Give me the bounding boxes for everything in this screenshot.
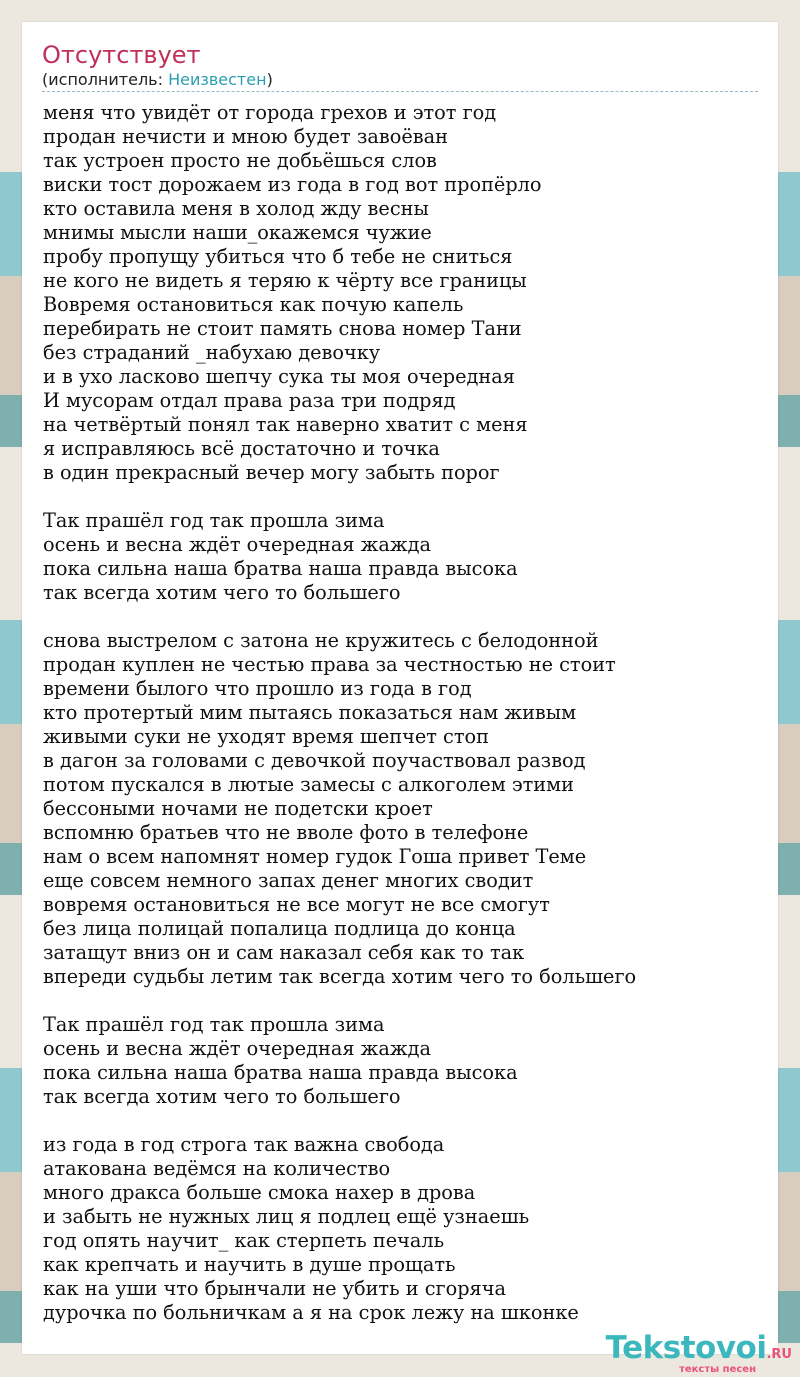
lyric-line: Так прашёл год так прошла зима [43,1013,385,1036]
lyric-line: кто оставила меня в холод жду весны [43,197,429,220]
site-logo[interactable] [582,1331,792,1377]
lyric-line: как крепчать и научить в душе прощать [43,1253,456,1276]
lyric-line: Так прашёл год так прошла зима [43,509,385,532]
song-title: Отсутствует [42,41,201,69]
lyric-line [43,989,763,1013]
lyric-line: бессоными ночами не подетски кроет [43,797,433,820]
lyric-line: потом пускался в лютые замесы с алкоголем этими [43,773,574,796]
lyric-line: впереди судьбы летим так всегда хотим чего то большего [43,965,637,988]
lyric-line: не кого не видеть я теряю к чёрту все границы [43,269,527,292]
lyric-line: перебирать не стоит память снова номер Тани [43,317,522,340]
lyric-line: времени былого что прошло из года в год [43,677,472,700]
lyric-line: нам о всем напомнят номер гудок Гоша привет Теме [43,845,587,868]
logo-tld: .RU [766,1347,792,1362]
lyrics-text [43,101,763,1325]
lyric-line: Вовремя остановиться как почую капель [43,293,464,316]
artist-prefix: (исполнитель: [42,70,169,89]
lyric-line: И мусорам отдал права раза три подряд [43,389,456,412]
lyric-line: в один прекрасный вечер могу забыть порог [43,461,500,484]
lyric-line: так всегда хотим чего то большего [43,1085,401,1108]
lyric-line: кто протертый мим пытаясь показаться нам живым [43,701,577,724]
lyric-line: дурочка по больничкам а я на срок лежу на шконке [43,1301,579,1324]
lyric-line: так всегда хотим чего то большего [43,581,401,604]
lyric-line: так устроен просто не добьёшься слов [43,149,437,172]
lyric-line: мнимы мысли наши_окажемся чужие [43,221,432,244]
lyric-line: атакована ведёмся на количество [43,1157,391,1180]
artist-suffix: ) [266,70,273,89]
lyric-line [43,605,763,629]
lyric-line: меня что увидёт от города грехов и этот год [43,101,497,124]
lyric-line: осень и весна ждёт очередная жажда [43,1037,431,1060]
lyric-line: и в ухо ласково шепчу сука ты моя очередная [43,365,515,388]
lyric-line: как на уши что брынчали не убить и сгоряча [43,1277,506,1300]
lyrics-card [22,22,778,1354]
lyric-line: без страданий _набухаю девочку [43,341,381,364]
lyric-line: из года в год строга так важна свобода [43,1133,445,1156]
artist-link[interactable]: Неизвестен [168,70,267,89]
lyric-line: вовремя остановиться не все могут не все смогут [43,893,550,916]
lyric-line: я исправляюсь всё достаточно и точка [43,437,440,460]
lyric-line [43,1109,763,1133]
lyric-line: пока сильна наша братва наша правда высока [43,1061,518,1084]
lyric-line: много дракса больше смока нахер в дрова [43,1181,476,1204]
lyric-line: год опять научит_ как стерпеть печаль [43,1229,445,1252]
lyric-line: еще совсем немного запах денег многих сводит [43,869,534,892]
lyric-line: на четвёртый понял так наверно хватит с меня [43,413,528,436]
lyric-line: и забыть не нужных лиц я подлец ещё узнаешь [43,1205,530,1228]
lyric-line: пока сильна наша братва наша правда высока [43,557,518,580]
logo-name: Tekstovoi [605,1330,767,1366]
lyric-line: пробу пропущу убиться что б тебе не сниться [43,245,513,268]
artist-line [42,70,758,92]
lyric-line: продан нечисти и мною будет завоёван [43,125,448,148]
lyric-line: затащут вниз он и сам наказал себя как то так [43,941,525,964]
lyric-line: осень и весна ждёт очередная жажда [43,533,431,556]
lyric-line: живыми суки не уходят время шепчет стоп [43,725,489,748]
lyric-line: продан куплен не честью права за честностью не стоит [43,653,616,676]
lyric-line: без лица полицай попалица подлица до конца [43,917,516,940]
lyric-line: снова выстрелом с затона не кружитесь с белодонной [43,629,599,652]
logo-tagline: тексты песен [679,1364,756,1375]
lyric-line: в дагон за головами с девочкой поучаствовал развод [43,749,586,772]
lyric-line: виски тост дорожаем из года в год вот пропёрло [43,173,542,196]
lyric-line: вспомню братьев что не вволе фото в телефоне [43,821,529,844]
lyric-line [43,485,763,509]
